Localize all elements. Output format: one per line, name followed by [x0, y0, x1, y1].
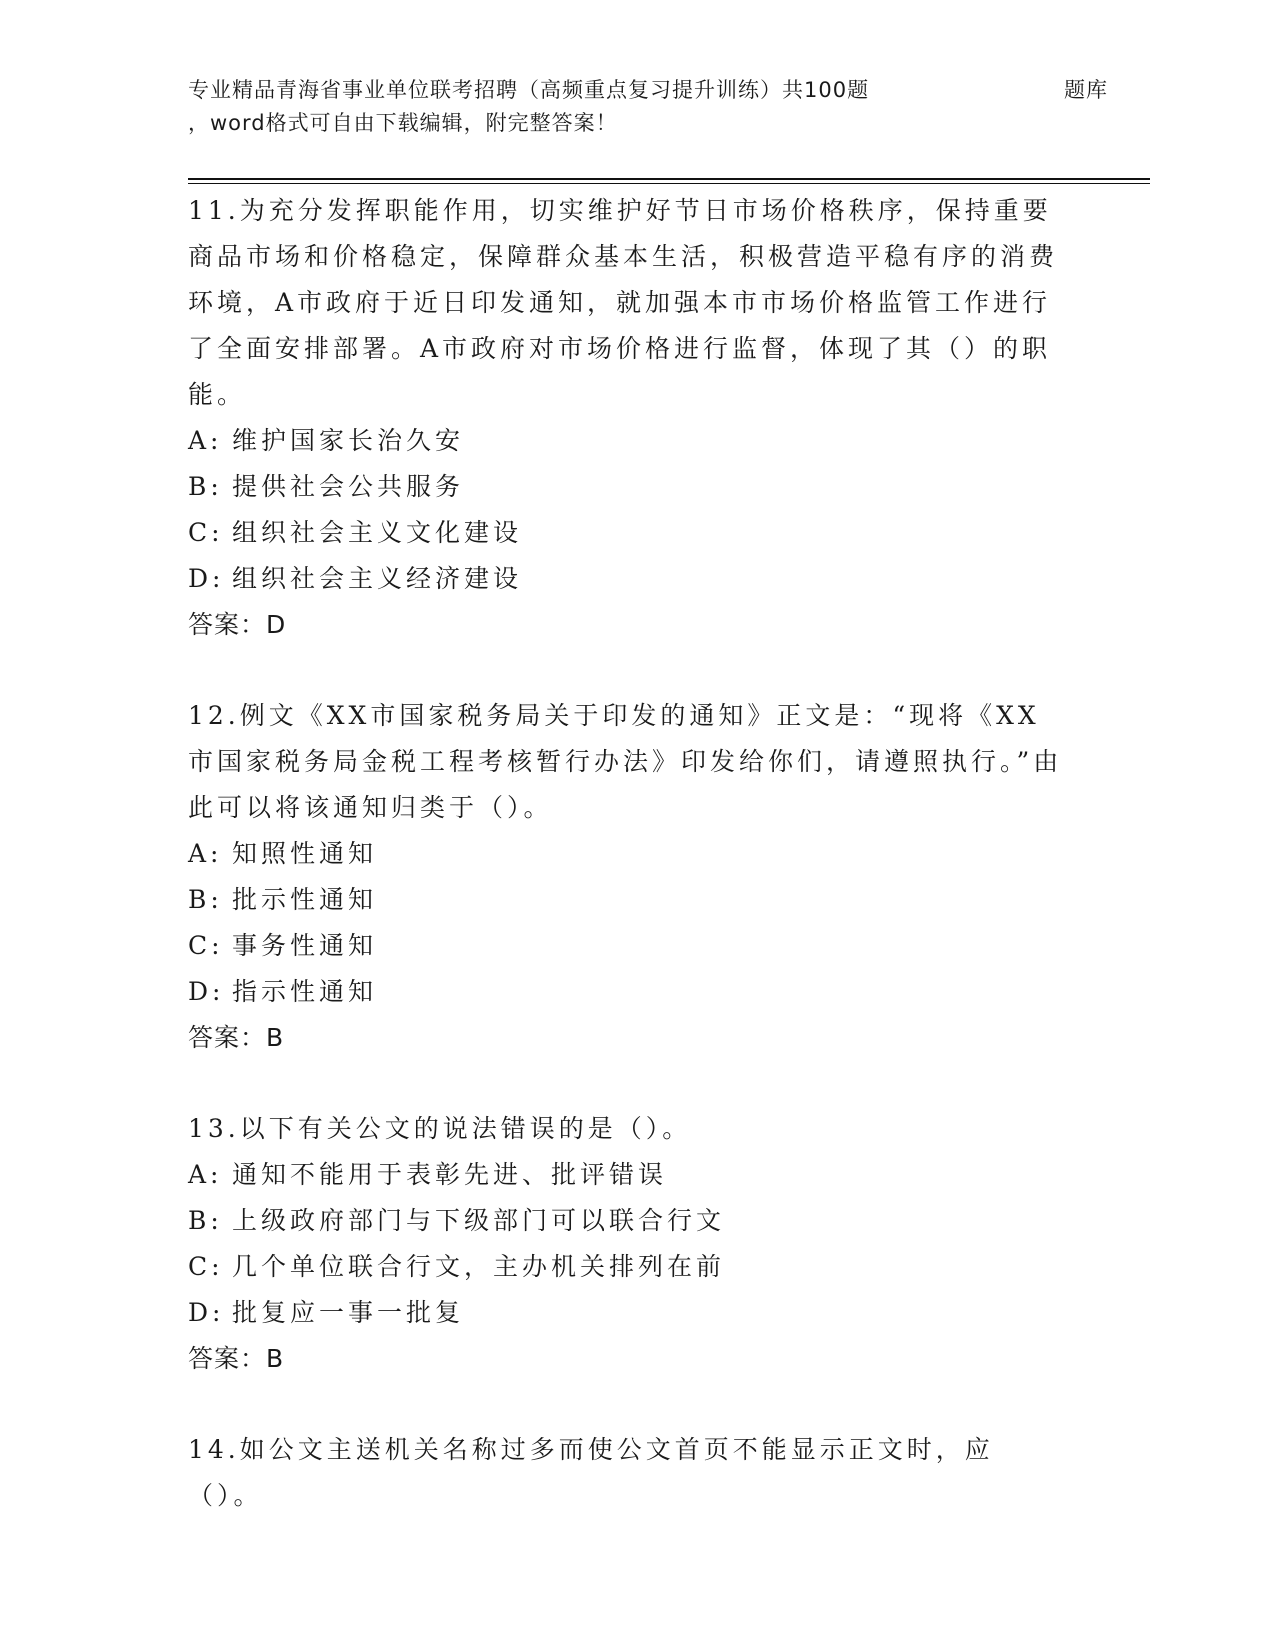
option-b	[188, 464, 1068, 510]
option-text: 提供社会公共服务	[232, 472, 465, 501]
question-13	[188, 1106, 1068, 1382]
option-key: B:	[188, 885, 223, 914]
option-key: D:	[188, 564, 225, 593]
question-list	[188, 188, 1068, 1564]
header-tag: 题库	[1064, 78, 1108, 102]
option-a	[188, 1152, 1068, 1198]
header-subtitle: ，word格式可自由下载编辑，附完整答案！	[188, 111, 618, 135]
option-d	[188, 1290, 1068, 1336]
option-a	[188, 831, 1068, 877]
answer-value: B	[266, 1023, 285, 1052]
question-text: 11.为充分发挥职能作用，切实维护好节日市场价格秩序，保持重要商品市场和价格稳定，保障群众基本生活，积极营造平稳有序的消费环境，A市政府于近日印发通知，就加强本市市场价格监管工作进行了全面安排部署。A市政府对市场价格进行监督，体现了其（）的职能。	[188, 196, 1059, 409]
option-key: C:	[188, 518, 224, 547]
option-key: A:	[188, 1160, 223, 1189]
header-divider-thick	[188, 178, 1150, 180]
option-text: 维护国家长治久安	[232, 426, 465, 455]
option-text: 组织社会主义文化建设	[232, 518, 523, 547]
answer-label: 答案：	[188, 1344, 267, 1373]
header-divider-thin	[188, 183, 1150, 184]
option-text: 事务性通知	[232, 931, 378, 960]
option-key: D:	[188, 977, 225, 1006]
option-key: B:	[188, 472, 223, 501]
option-text: 上级政府部门与下级部门可以联合行文	[232, 1206, 726, 1235]
option-text: 指示性通知	[232, 977, 378, 1006]
answer-value: D	[266, 610, 287, 639]
question-text: 13.以下有关公文的说法错误的是（）。	[188, 1114, 692, 1143]
option-text: 知照性通知	[232, 839, 378, 868]
answer-line	[188, 602, 1068, 648]
option-d	[188, 556, 1068, 602]
option-c	[188, 923, 1068, 969]
option-key: A:	[188, 839, 223, 868]
option-d	[188, 969, 1068, 1015]
answer-value: B	[266, 1344, 285, 1373]
option-text: 批示性通知	[232, 885, 378, 914]
option-b	[188, 877, 1068, 923]
option-key: A:	[188, 426, 223, 455]
option-key: C:	[188, 1252, 224, 1281]
question-11	[188, 188, 1068, 648]
question-14	[188, 1427, 1068, 1519]
option-text: 几个单位联合行文，主办机关排列在前	[232, 1252, 726, 1281]
answer-line	[188, 1336, 1068, 1382]
question-text: 12.例文《XX市国家税务局关于印发的通知》正文是：“现将《XX市国家税务局金税工程考核暂行办法》印发给你们，请遵照执行。”由此可以将该通知归类于（）。	[188, 701, 1063, 822]
question-12	[188, 693, 1068, 1061]
option-key: C:	[188, 931, 224, 960]
option-key: B:	[188, 1206, 223, 1235]
answer-line	[188, 1015, 1068, 1061]
answer-label: 答案：	[188, 610, 267, 639]
option-key: D:	[188, 1298, 225, 1327]
option-c	[188, 1244, 1068, 1290]
option-text: 组织社会主义经济建设	[232, 564, 523, 593]
option-b	[188, 1198, 1068, 1244]
answer-label: 答案：	[188, 1023, 267, 1052]
option-a	[188, 418, 1068, 464]
header-title: 专业精品青海省事业单位联考招聘（高频重点复习提升训练）共100题	[188, 78, 870, 102]
option-c	[188, 510, 1068, 556]
question-text: 14.如公文主送机关名称过多而使公文首页不能显示正文时，应（）。	[188, 1435, 994, 1510]
page-header	[188, 74, 1148, 140]
option-text: 批复应一事一批复	[232, 1298, 465, 1327]
header-row	[188, 74, 1148, 107]
option-text: 通知不能用于表彰先进、批评错误	[232, 1160, 668, 1189]
